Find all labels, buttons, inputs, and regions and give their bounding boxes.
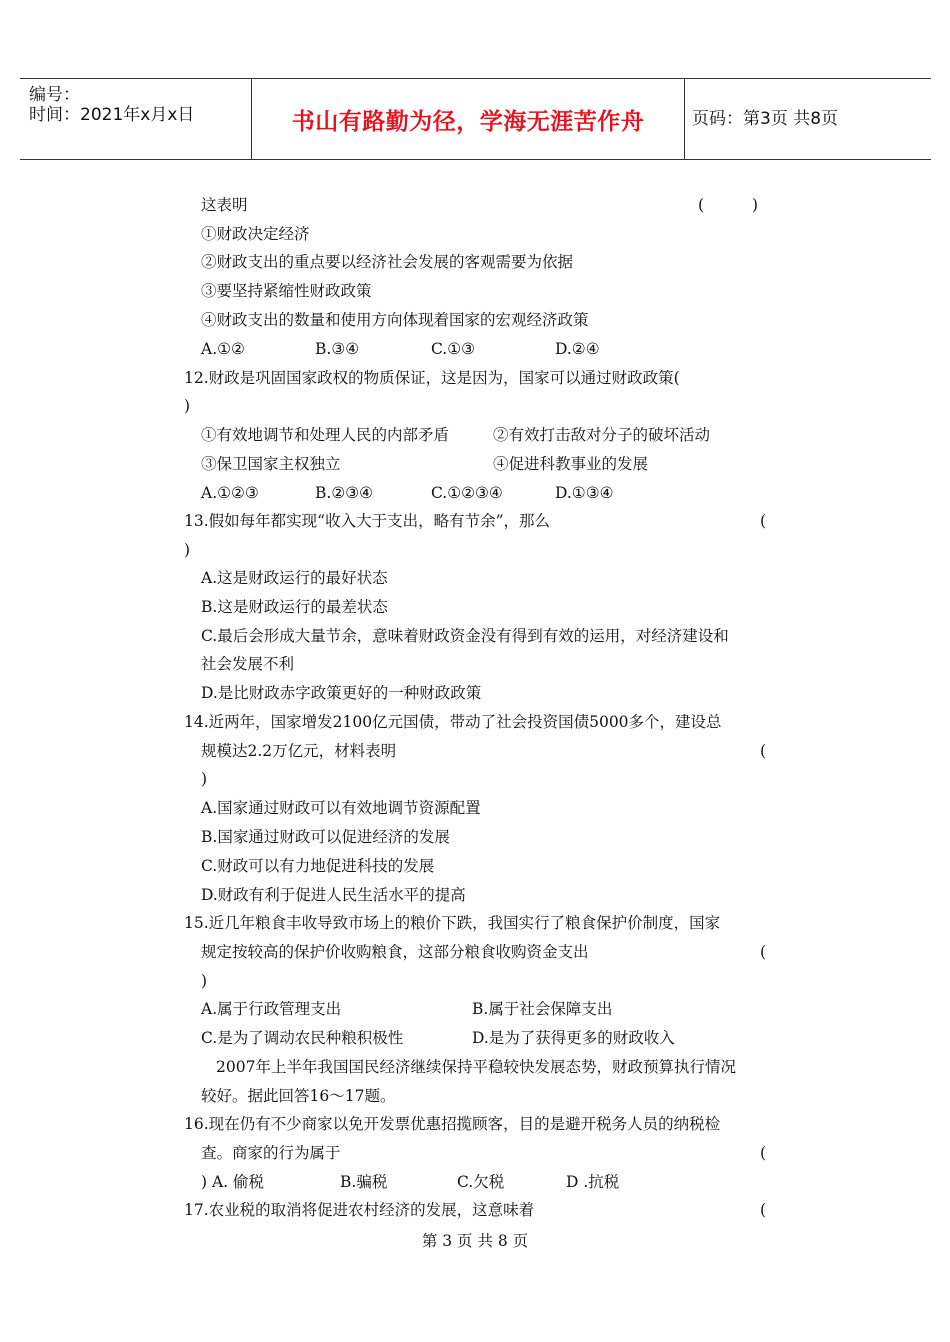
question-16: 16.现在仍有不少商家以免开发票优惠招揽顾客，目的是避开税务人员的纳税检: [184, 1115, 721, 1133]
motto: 书山有路勤为径，学海无涯苦作舟: [291, 108, 645, 135]
choice-a: A.国家通过财政可以有效地调节资源配置: [201, 799, 481, 817]
time-label: 时间：2021年x月x日: [29, 105, 195, 125]
answer-paren-close: ): [752, 196, 759, 214]
choice-b: B.③④: [315, 340, 360, 358]
answer-paren-open: (: [760, 742, 767, 760]
choice-b: B.骗税: [340, 1173, 388, 1191]
option-line: ①财政决定经济: [201, 225, 310, 243]
answer-paren-close: ): [201, 972, 208, 990]
answer-paren-open: (: [760, 512, 767, 530]
choice-c-cont: 社会发展不利: [201, 655, 295, 673]
answer-paren-open: (: [698, 196, 705, 214]
page-label: 页码：第3页 共8页: [692, 109, 839, 129]
header-page-cell: [684, 79, 931, 159]
choice-c: C.财政可以有力地促进科技的发展: [201, 857, 435, 875]
answer-paren-open: (: [760, 1201, 767, 1219]
choice-b: B.这是财政运行的最差状态: [201, 598, 388, 616]
question-15-cont: 规定按较高的保护价收购粮食，这部分粮食收购资金支出: [201, 943, 589, 961]
option-line: ③要坚持紧缩性财政政策: [201, 282, 372, 300]
choice-d: D.是为了获得更多的财政收入: [472, 1029, 675, 1047]
header-meta: [20, 79, 251, 159]
answer-paren-open: (: [760, 943, 767, 961]
choice-a: A.①②③: [201, 484, 259, 502]
text-line: 这表明: [201, 196, 248, 214]
choice-b: B.②③④: [315, 484, 374, 502]
header-motto-cell: [251, 79, 685, 159]
question-16-cont: 查。商家的行为属于: [201, 1144, 341, 1162]
choice-d: D.是比财政赤字政策更好的一种财政政策: [201, 684, 482, 702]
choice-c: C.是为了调动农民种粮积极性: [201, 1029, 404, 1047]
choice-c: C.欠税: [457, 1173, 505, 1191]
choice-d: D.①③④: [555, 484, 614, 502]
answer-paren-close: ): [201, 770, 208, 788]
option-line: ②有效打击敌对分子的破坏活动: [493, 426, 711, 444]
choice-b: B.属于社会保障支出: [472, 1000, 613, 1018]
answer-paren-open: (: [760, 1144, 767, 1162]
option-line: ③保卫国家主权独立: [201, 455, 341, 473]
question-13: 13.假如每年都实现“收入大于支出，略有节余”，那么: [184, 512, 550, 530]
option-line: ①有效地调节和处理人民的内部矛盾: [201, 426, 450, 444]
question-17: 17.农业税的取消将促进农村经济的发展，这意味着: [184, 1201, 535, 1219]
choice-b: B.国家通过财政可以促进经济的发展: [201, 828, 450, 846]
choice-a: ) A. 偷税: [201, 1173, 265, 1191]
choice-d: D.财政有利于促进人民生活水平的提高: [201, 886, 466, 904]
option-line: ④促进科教事业的发展: [493, 455, 649, 473]
passage-cont: 较好。据此回答16～17题。: [201, 1087, 396, 1105]
question-14: 14.近两年，国家增发2100亿元国债，带动了社会投资国债5000多个，建设总: [184, 713, 722, 731]
answer-paren-close: ): [184, 397, 191, 415]
choice-a: A.①②: [201, 340, 245, 358]
question-12: 12.财政是巩固国家政权的物质保证，这是因为，国家可以通过财政政策(: [184, 369, 680, 387]
question-15: 15.近几年粮食丰收导致市场上的粮价下跌，我国实行了粮食保护价制度，国家: [184, 914, 721, 932]
choice-d: D.②④: [555, 340, 600, 358]
choice-c: C.①③: [431, 340, 476, 358]
choice-a: A.属于行政管理支出: [201, 1000, 342, 1018]
option-line: ②财政支出的重点要以经济社会发展的客观需要为依据: [201, 253, 574, 271]
choice-c: C.最后会形成大量节余，意味着财政资金没有得到有效的运用，对经济建设和: [201, 627, 729, 645]
choice-c: C.①②③④: [431, 484, 503, 502]
doc-number-label: 编号：: [29, 85, 80, 105]
page-footer: 第 3 页 共 8 页: [421, 1232, 529, 1250]
choice-d: D .抗税: [566, 1173, 620, 1191]
question-14-cont: 规模达2.2万亿元，材料表明: [201, 742, 397, 760]
answer-paren-close: ): [184, 541, 191, 559]
choice-a: A.这是财政运行的最好状态: [201, 569, 388, 587]
option-line: ④财政支出的数量和使用方向体现着国家的宏观经济政策: [201, 311, 589, 329]
passage: 2007年上半年我国国民经济继续保持平稳较快发展态势，财政预算执行情况: [216, 1058, 736, 1076]
page-header: [20, 78, 931, 160]
